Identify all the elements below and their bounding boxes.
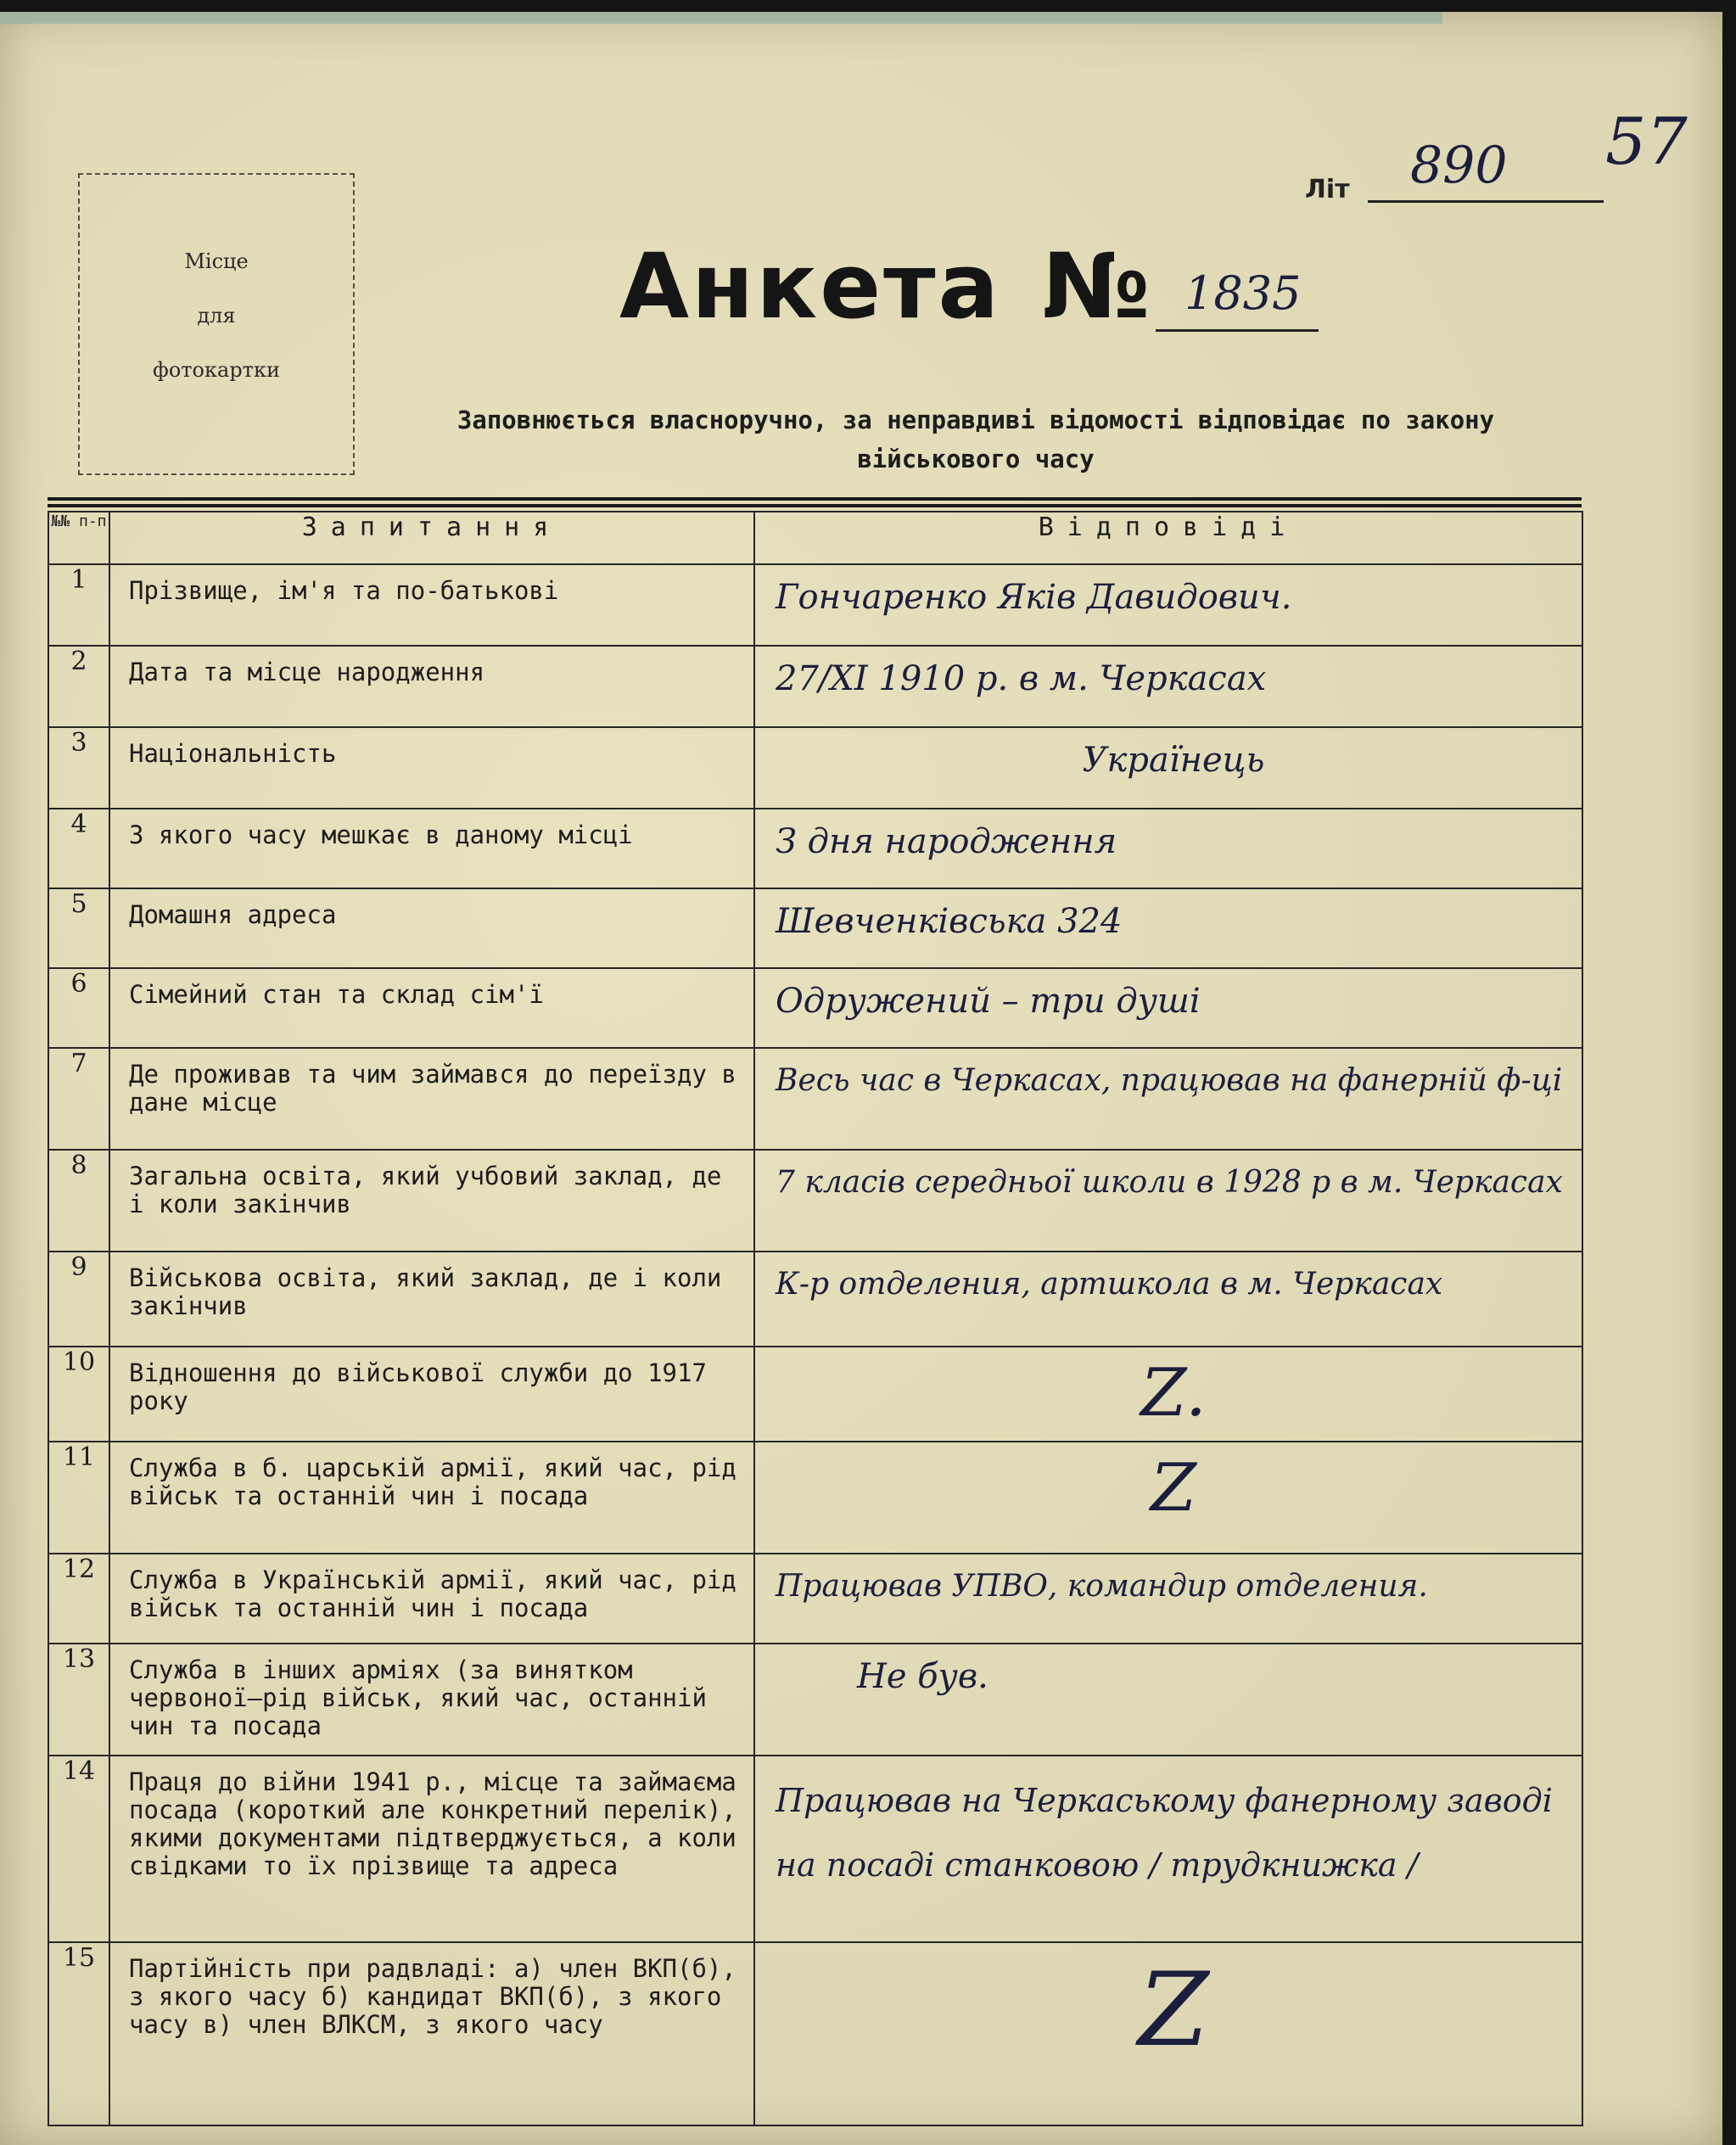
photo-label-line3: фотокартки — [153, 358, 280, 382]
row-number: 1 — [48, 564, 109, 646]
table-row — [48, 727, 1582, 809]
row-answer: Шевченківська 324 — [754, 888, 1582, 968]
row-question: З якого часу мешкає в даному місці — [109, 809, 754, 888]
row-number: 11 — [48, 1442, 109, 1554]
row-number: 15 — [48, 1942, 109, 2125]
row-question: Праця до війни 1941 р., місце та займаєма посада (короткий але конкретний перелік), якими документами підтверджується, а коли свідками то їх прізвище та адреса — [109, 1756, 754, 1942]
top-double-rule — [48, 497, 1582, 501]
row-number: 14 — [48, 1756, 109, 1942]
row-number: 7 — [48, 1048, 109, 1150]
subtitle-line2: військового часу — [857, 445, 1095, 473]
photo-label-line2: для — [197, 304, 236, 328]
subtitle-line1: Заповнюється власноручно, за неправдиві відомості відповідає по закону — [456, 406, 1495, 434]
photo-label-line1: Місце — [184, 249, 249, 273]
table-row — [48, 1252, 1582, 1347]
top-double-rule-2 — [48, 504, 1582, 507]
photo-placeholder — [78, 173, 355, 475]
row-answer: Z — [754, 1942, 1582, 2125]
table-row — [48, 1554, 1582, 1644]
table-row — [48, 968, 1582, 1048]
table-row — [48, 1644, 1582, 1756]
row-question: Партійність при радвладі: а) член ВКП(б), з якого часу б) кандидат ВКП(б), з якого часу в) член ВЛКСМ, з якого часу — [109, 1942, 754, 2125]
folder-edge — [0, 12, 1442, 24]
row-answer: З дня народження — [754, 809, 1582, 888]
row-question: Відношення до військової служби до 1917 року — [109, 1347, 754, 1442]
row-question: Прізвище, ім'я та по-батькові — [109, 564, 754, 646]
row-answer: Одружений – три душі — [754, 968, 1582, 1048]
table-row — [48, 1150, 1582, 1252]
row-number: 9 — [48, 1252, 109, 1347]
table-header-row — [48, 512, 1582, 564]
row-answer: Весь час в Черкасах, працював на фанерній ф-ці — [754, 1048, 1582, 1150]
row-number: 8 — [48, 1150, 109, 1252]
questionnaire-table — [48, 511, 1583, 2126]
row-answer: Працював УПВО, командир отделения. — [754, 1554, 1582, 1644]
lit-underline — [1368, 200, 1604, 203]
form-subtitle — [373, 400, 1578, 479]
row-answer: 7 класів середньої школи в 1928 р в м. Черкасах — [754, 1150, 1582, 1252]
row-number: 12 — [48, 1554, 109, 1644]
row-answer: Працював на Черкаському фанерному заводі на посаді станковою / трудкнижка / — [754, 1756, 1582, 1942]
table-row — [48, 809, 1582, 888]
row-number: 5 — [48, 888, 109, 968]
document-page — [0, 12, 1722, 2145]
row-number: 13 — [48, 1644, 109, 1756]
row-answer: Гончаренко Яків Давидович. — [754, 564, 1582, 646]
row-question: Сімейний стан та склад сім'ї — [109, 968, 754, 1048]
row-number: 6 — [48, 968, 109, 1048]
number-sign: № — [1042, 234, 1151, 339]
row-number: 10 — [48, 1347, 109, 1442]
table-row — [48, 1347, 1582, 1442]
form-number: 1835 — [1184, 266, 1302, 320]
row-number: 3 — [48, 727, 109, 809]
row-question: Дата та місце народження — [109, 646, 754, 727]
header-answers: Відповіді — [754, 512, 1582, 564]
table-row — [48, 1442, 1582, 1554]
number-underline — [1156, 329, 1319, 332]
row-answer: Z. — [754, 1347, 1582, 1442]
row-number: 4 — [48, 809, 109, 888]
row-question: Військова освіта, який заклад, де і коли закінчив — [109, 1252, 754, 1347]
row-question: Домашня адреса — [109, 888, 754, 968]
table-row — [48, 1942, 1582, 2125]
row-question: Загальна освіта, який учбовий заклад, де і коли закінчив — [109, 1150, 754, 1252]
corner-number: 57 — [1605, 104, 1688, 179]
row-answer: Z — [754, 1442, 1582, 1554]
row-question: Служба в Українській армії, який час, рід військ та останній чин і посада — [109, 1554, 754, 1644]
row-answer: Українець — [754, 727, 1582, 809]
table-row — [48, 1756, 1582, 1942]
table-row — [48, 1048, 1582, 1150]
lit-label: Літ — [1305, 175, 1350, 204]
table-row — [48, 564, 1582, 646]
table-row — [48, 888, 1582, 968]
row-question: Де проживав та чим займався до переїзду в дане місце — [109, 1048, 754, 1150]
lit-value: 890 — [1410, 136, 1508, 195]
row-question: Національність — [109, 727, 754, 809]
form-title: Анкета — [619, 234, 1002, 339]
row-question: Служба в б. царській армії, який час, рід військ та останній чин і посада — [109, 1442, 754, 1554]
row-answer: Не був. — [754, 1644, 1582, 1756]
row-answer: 27/XI 1910 р. в м. Черкасах — [754, 646, 1582, 727]
table-row — [48, 646, 1582, 727]
row-question: Служба в інших арміях (за винятком червоної—рід військ, який час, останній чин та посада — [109, 1644, 754, 1756]
header-questions: Запитання — [109, 512, 754, 564]
row-answer: К-р отделения, артшкола в м. Черкасах — [754, 1252, 1582, 1347]
row-number: 2 — [48, 646, 109, 727]
header-number: №№ п-п — [48, 512, 109, 564]
